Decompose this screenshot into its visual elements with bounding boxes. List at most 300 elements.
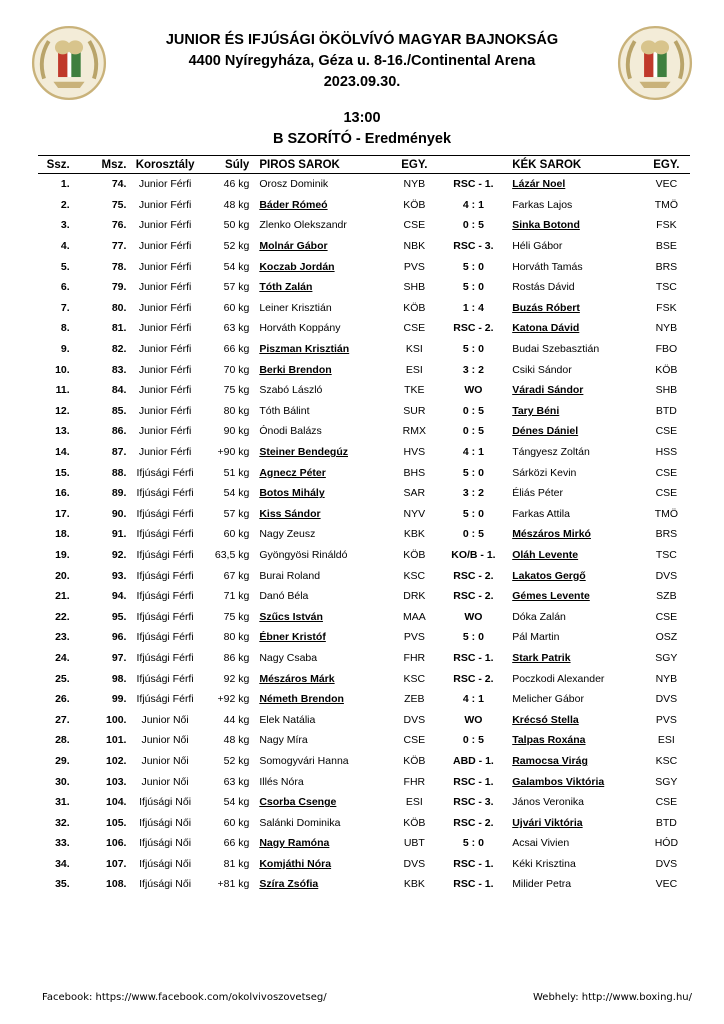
match-number: 104.	[106, 796, 127, 809]
bout-number: 9.	[60, 343, 70, 356]
bout-result: 4 : 1	[462, 198, 484, 211]
weight-class: 71 kg	[223, 590, 250, 603]
bout-result: RSC - 1.	[453, 178, 494, 191]
col-header-suly: Súly	[204, 156, 250, 174]
age-category: Junior Férfi	[138, 363, 192, 376]
bout-result: 4 : 1	[462, 446, 484, 459]
red-corner-name: Somogyvári Hanna	[259, 754, 349, 767]
match-number: 80.	[111, 301, 127, 314]
blue-corner-club: HÓD	[654, 837, 679, 850]
bout-number: 14.	[55, 446, 70, 459]
table-row	[38, 648, 690, 669]
bout-result: ABD - 1.	[453, 754, 494, 767]
bout-number: 8.	[60, 322, 70, 335]
blue-corner-club: SZB	[656, 590, 677, 603]
blue-corner-club: FSK	[656, 219, 677, 232]
bout-number: 21.	[55, 590, 70, 603]
blue-corner-name: Mészáros Mirkó	[512, 528, 591, 541]
blue-corner-name: Stark Patrik	[512, 651, 571, 664]
blue-corner-name: Éliás Péter	[512, 487, 563, 500]
blue-corner-club: BRS	[655, 260, 678, 273]
blue-corner-name: Galambos Viktória	[512, 775, 605, 788]
red-corner-name: Szíra Zsófia	[259, 878, 319, 891]
blue-corner-name: Poczkodi Alexander	[512, 672, 605, 685]
blue-corner-name: János Veronika	[512, 796, 584, 809]
table-row	[38, 421, 690, 442]
blue-corner-name: Farkas Attila	[512, 507, 570, 520]
blue-corner-club: BRS	[655, 528, 678, 541]
red-corner-name: Nagy Csaba	[259, 651, 318, 664]
red-corner-club: HVS	[403, 446, 426, 459]
blue-corner-club: ESI	[657, 734, 675, 747]
red-corner-club: RMX	[402, 425, 427, 438]
red-corner-club: PVS	[403, 260, 425, 273]
red-corner-name: Orosz Dominik	[259, 178, 329, 191]
weight-class: 63 kg	[223, 322, 250, 335]
match-number: 75.	[111, 198, 127, 211]
match-number: 82.	[111, 343, 127, 356]
red-corner-name: Báder Rómeó	[259, 198, 328, 211]
red-corner-club: TKE	[404, 384, 425, 397]
blue-corner-club: PVS	[655, 713, 677, 726]
bout-result: 5 : 0	[462, 507, 484, 520]
blue-corner-club: CSE	[655, 466, 678, 479]
bout-result: RSC - 3.	[453, 796, 494, 809]
red-corner-name: Koczab Jordán	[259, 260, 335, 273]
bout-number: 23.	[55, 631, 70, 644]
red-corner-club: PVS	[403, 631, 425, 644]
blue-corner-club: TMÖ	[654, 507, 679, 520]
red-corner-club: KSI	[405, 343, 423, 356]
bout-number: 2.	[60, 198, 70, 211]
red-corner-club: KBK	[403, 528, 425, 541]
table-row	[38, 668, 690, 689]
table-row	[38, 401, 690, 422]
weight-class: 48 kg	[223, 198, 250, 211]
weight-class: 60 kg	[223, 301, 250, 314]
red-corner-club: DVS	[403, 857, 426, 870]
bout-number: 12.	[55, 404, 70, 417]
age-category: Ifjúsági Férfi	[136, 507, 194, 520]
weight-class: 48 kg	[223, 734, 250, 747]
blue-corner-club: CSE	[655, 610, 678, 623]
red-corner-club: SAR	[403, 487, 426, 500]
age-category: Ifjúsági Férfi	[136, 610, 194, 623]
bout-result: 0 : 5	[462, 404, 484, 417]
match-number: 99.	[111, 693, 127, 706]
weight-class: 75 kg	[223, 610, 250, 623]
bout-result: 3 : 2	[462, 363, 484, 376]
match-number: 103.	[106, 775, 127, 788]
red-corner-club: KÖB	[403, 816, 426, 829]
weight-class: 54 kg	[223, 487, 250, 500]
bout-result: 3 : 2	[462, 487, 484, 500]
blue-corner-club: CSE	[655, 487, 678, 500]
age-category: Junior Női	[141, 775, 189, 788]
weight-class: 63 kg	[223, 775, 250, 788]
blue-corner-name: Csiki Sándor	[512, 363, 572, 376]
bout-result: 5 : 0	[462, 837, 484, 850]
blue-corner-club: SGY	[655, 775, 678, 788]
bout-number: 13.	[55, 425, 70, 438]
bout-result: 5 : 0	[462, 260, 484, 273]
bout-number: 22.	[55, 610, 70, 623]
blue-corner-club: CSE	[655, 425, 678, 438]
age-category: Ifjúsági Férfi	[136, 693, 194, 706]
blue-corner-name: Rostás Dávid	[512, 281, 575, 294]
table-row	[38, 380, 690, 401]
blue-corner-club: DVS	[655, 857, 678, 870]
blue-corner-name: Héli Gábor	[512, 240, 563, 253]
match-number: 106.	[106, 837, 127, 850]
red-corner-name: Ébner Kristóf	[259, 631, 326, 644]
table-row	[38, 545, 690, 566]
red-corner-name: Ónodi Balázs	[259, 425, 322, 438]
col-header-red-club: EGY.	[384, 156, 445, 174]
blue-corner-name: Sinka Botond	[512, 219, 580, 232]
results-body	[38, 174, 690, 895]
facebook-footer-link[interactable]: Facebook: https://www.facebook.com/okolvivoszovetseg/	[42, 992, 327, 1003]
weight-class: 66 kg	[223, 837, 250, 850]
red-corner-name: Nagy Míra	[259, 734, 308, 747]
age-category: Junior Női	[141, 754, 189, 767]
age-category: Ifjúsági Férfi	[136, 651, 194, 664]
col-header-msz: Msz.	[70, 156, 127, 174]
match-number: 81.	[111, 322, 127, 335]
table-row	[38, 606, 690, 627]
red-corner-name: Elek Natália	[259, 713, 316, 726]
bout-result: WO	[464, 384, 483, 397]
blue-corner-name: Lakatos Gergő	[512, 569, 586, 582]
red-corner-name: Molnár Gábor	[259, 240, 328, 253]
age-category: Junior Férfi	[138, 198, 192, 211]
match-number: 88.	[111, 466, 127, 479]
blue-corner-name: Milider Petra	[512, 878, 572, 891]
bout-number: 28.	[55, 734, 70, 747]
blue-corner-club: DVS	[655, 693, 678, 706]
red-corner-club: KÖB	[403, 198, 426, 211]
blue-corner-club: TSC	[655, 281, 677, 294]
age-category: Ifjúsági Férfi	[136, 631, 194, 644]
match-number: 98.	[111, 672, 127, 685]
bout-number: 18.	[55, 528, 70, 541]
table-row	[38, 751, 690, 772]
match-number: 95.	[111, 610, 127, 623]
blue-corner-name: Farkas Lajos	[512, 198, 573, 211]
results-table	[38, 155, 690, 895]
match-number: 74.	[111, 178, 127, 191]
weight-class: 86 kg	[223, 651, 250, 664]
age-category: Junior Férfi	[138, 322, 192, 335]
blue-corner-club: OSZ	[655, 631, 678, 644]
blue-corner-name: Budai Szebasztián	[512, 343, 600, 356]
red-corner-club: DRK	[403, 590, 426, 603]
bout-result: RSC - 1.	[453, 878, 494, 891]
table-row	[38, 359, 690, 380]
blue-corner-club: KSC	[655, 754, 678, 767]
bout-number: 26.	[55, 693, 70, 706]
bout-result: RSC - 1.	[453, 775, 494, 788]
weight-class: 60 kg	[223, 816, 250, 829]
table-row	[38, 195, 690, 216]
bout-result: RSC - 2.	[453, 322, 494, 335]
blue-corner-club: VEC	[655, 878, 678, 891]
venue-address: 4400 Nyíregyháza, Géza u. 8-16./Continental Arena	[188, 53, 536, 69]
table-row	[38, 462, 690, 483]
red-corner-name: Botos Mihály	[259, 487, 325, 500]
red-corner-name: Szabó László	[259, 384, 323, 397]
col-header-ssz: Ssz.	[38, 156, 70, 174]
red-corner-club: MAA	[402, 610, 426, 623]
age-category: Ifjúsági Férfi	[136, 548, 194, 561]
session-time: 13:00	[343, 110, 381, 126]
bout-result: 5 : 0	[462, 631, 484, 644]
red-corner-name: Danó Béla	[259, 590, 309, 603]
blue-corner-name: Lázár Noel	[512, 178, 566, 191]
weight-class: 90 kg	[223, 425, 250, 438]
blue-corner-club: BSE	[655, 240, 677, 253]
bout-result: RSC - 2.	[453, 590, 494, 603]
bout-number: 29.	[55, 754, 70, 767]
blue-corner-name: Váradi Sándor	[512, 384, 584, 397]
table-row	[38, 236, 690, 257]
red-corner-club: UBT	[403, 837, 425, 850]
weight-class: +81 kg	[217, 878, 250, 891]
weight-class: 46 kg	[223, 178, 250, 191]
weight-class: 51 kg	[223, 466, 250, 479]
match-number: 79.	[111, 281, 127, 294]
red-corner-name: Tóth Zalán	[259, 281, 313, 294]
red-corner-name: Tóth Bálint	[259, 404, 310, 417]
red-corner-name: Steiner Bendegúz	[259, 446, 349, 459]
red-corner-name: Piszman Krisztián	[259, 343, 350, 356]
match-number: 105.	[106, 816, 127, 829]
blue-corner-name: Oláh Levente	[512, 548, 579, 561]
bout-result: 5 : 0	[462, 343, 484, 356]
bout-number: 10.	[55, 363, 70, 376]
red-corner-club: KÖB	[403, 301, 426, 314]
table-row	[38, 565, 690, 586]
bout-number: 27.	[55, 713, 70, 726]
red-corner-name: Zlenko Olekszandr	[259, 219, 347, 232]
age-category: Ifjúsági Női	[139, 816, 192, 829]
red-corner-club: FHR	[403, 651, 426, 664]
red-corner-club: KÖB	[403, 548, 426, 561]
age-category: Junior Női	[141, 734, 189, 747]
red-corner-club: ZEB	[404, 693, 425, 706]
match-number: 94.	[111, 590, 127, 603]
bout-number: 32.	[55, 816, 70, 829]
table-row	[38, 689, 690, 710]
table-row	[38, 298, 690, 319]
red-corner-name: Burai Roland	[259, 569, 321, 582]
age-category: Ifjúsági Női	[139, 837, 192, 850]
red-corner-name: Gyöngyösi Rináldó	[259, 548, 348, 561]
age-category: Junior Férfi	[138, 219, 192, 232]
match-number: 87.	[111, 446, 127, 459]
red-corner-name: Nagy Zeusz	[259, 528, 316, 541]
red-corner-club: CSE	[403, 734, 426, 747]
match-number: 77.	[111, 240, 127, 253]
table-row	[38, 174, 690, 195]
bout-result: 0 : 5	[462, 219, 484, 232]
match-number: 85.	[111, 404, 127, 417]
match-number: 84.	[111, 384, 127, 397]
red-corner-club: KÖB	[403, 754, 426, 767]
table-row	[38, 215, 690, 236]
blue-corner-club: SGY	[655, 651, 678, 664]
red-corner-name: Németh Brendon	[259, 693, 344, 706]
blue-corner-club: FSK	[656, 301, 677, 314]
match-number: 100.	[106, 713, 127, 726]
age-category: Ifjúsági Férfi	[136, 590, 194, 603]
age-category: Junior Férfi	[138, 425, 192, 438]
championship-title: JUNIOR ÉS IFJÚSÁGI ÖKÖLVÍVÓ MAGYAR BAJNOKSÁG	[165, 32, 559, 48]
blue-corner-club: KÖB	[655, 363, 678, 376]
event-date: 2023.09.30.	[323, 74, 401, 90]
weight-class: 57 kg	[223, 281, 250, 294]
bout-result: 5 : 0	[462, 281, 484, 294]
red-corner-club: ESI	[405, 363, 423, 376]
page-title: B SZORÍTÓ - Eredmények	[272, 131, 452, 147]
bout-number: 19.	[55, 548, 70, 561]
red-corner-name: Mészáros Márk	[259, 672, 335, 685]
blue-corner-name: Melicher Gábor	[512, 693, 584, 706]
match-number: 92.	[111, 548, 127, 561]
blue-corner-name: Pál Martin	[512, 631, 560, 644]
red-corner-club: CSE	[403, 322, 426, 335]
red-corner-name: Nagy Ramóna	[259, 837, 330, 850]
table-row	[38, 524, 690, 545]
red-corner-name: Agnecz Péter	[259, 466, 326, 479]
red-corner-club: NBK	[403, 240, 426, 253]
red-corner-club: CSE	[403, 219, 426, 232]
table-row	[38, 709, 690, 730]
bout-number: 4.	[60, 240, 70, 253]
bout-number: 6.	[60, 281, 70, 294]
table-row	[38, 442, 690, 463]
table-header-row	[38, 156, 690, 174]
blue-corner-club: SHB	[655, 384, 678, 397]
age-category: Ifjúsági Női	[139, 796, 192, 809]
bout-result: WO	[464, 610, 483, 623]
table-row	[38, 483, 690, 504]
match-number: 83.	[111, 363, 127, 376]
blue-corner-club: VEC	[655, 178, 678, 191]
red-corner-club: BHS	[403, 466, 426, 479]
bout-number: 24.	[55, 651, 70, 664]
bout-number: 7.	[60, 301, 70, 314]
bout-number: 16.	[55, 487, 70, 500]
weight-class: 57 kg	[223, 507, 250, 520]
table-row	[38, 339, 690, 360]
match-number: 86.	[111, 425, 127, 438]
weight-class: 44 kg	[223, 713, 250, 726]
age-category: Junior Női	[141, 713, 189, 726]
weight-class: 60 kg	[223, 528, 250, 541]
bout-result: KO/B - 1.	[451, 548, 496, 561]
bout-result: 0 : 5	[462, 528, 484, 541]
red-corner-club: SUR	[403, 404, 426, 417]
red-corner-club: KSC	[403, 569, 426, 582]
col-header-blue-club: EGY.	[643, 156, 690, 174]
red-corner-name: Szűcs István	[259, 610, 323, 623]
bout-result: 0 : 5	[462, 734, 484, 747]
blue-corner-name: Talpas Roxána	[512, 734, 586, 747]
red-corner-name: Horváth Koppány	[259, 322, 341, 335]
weight-class: 54 kg	[223, 260, 250, 273]
bout-result: RSC - 3.	[453, 240, 494, 253]
document-header	[0, 30, 724, 93]
bout-number: 3.	[60, 219, 70, 232]
age-category: Ifjúsági Női	[139, 878, 192, 891]
blue-corner-club: BTD	[655, 404, 677, 417]
blue-corner-name: Dénes Dániel	[512, 425, 579, 438]
age-category: Junior Férfi	[138, 446, 192, 459]
weight-class: +90 kg	[217, 446, 250, 459]
table-row	[38, 504, 690, 525]
website-footer-link[interactable]: Webhely: http://www.boxing.hu/	[532, 992, 692, 1003]
weight-class: 92 kg	[223, 672, 250, 685]
bout-number: 35.	[55, 878, 70, 891]
weight-class: 70 kg	[223, 363, 250, 376]
blue-corner-name: Horváth Tamás	[512, 260, 583, 273]
age-category: Ifjúsági Férfi	[136, 672, 194, 685]
weight-class: 80 kg	[223, 631, 250, 644]
bout-result: 0 : 5	[462, 425, 484, 438]
bout-result: 1 : 4	[462, 301, 484, 314]
match-number: 91.	[111, 528, 127, 541]
red-corner-name: Leiner Krisztián	[259, 301, 332, 314]
red-corner-name: Kiss Sándor	[259, 507, 321, 520]
bout-number: 20.	[55, 569, 70, 582]
age-category: Junior Férfi	[138, 301, 192, 314]
col-header-korosztaly: Korosztály	[126, 156, 203, 174]
age-category: Ifjúsági Férfi	[136, 528, 194, 541]
red-corner-club: NYB	[403, 178, 426, 191]
table-row	[38, 812, 690, 833]
red-corner-club: KBK	[403, 878, 425, 891]
weight-class: 52 kg	[223, 240, 250, 253]
blue-corner-name: Ramocsa Virág	[512, 754, 588, 767]
red-corner-name: Csorba Csenge	[259, 796, 337, 809]
bout-result: 5 : 0	[462, 466, 484, 479]
weight-class: 80 kg	[223, 404, 250, 417]
age-category: Junior Férfi	[138, 384, 192, 397]
red-corner-name: Salánki Dominika	[259, 816, 341, 829]
blue-corner-name: Acsai Vivien	[512, 837, 570, 850]
age-category: Junior Férfi	[138, 404, 192, 417]
red-corner-club: KSC	[403, 672, 426, 685]
weight-class: +92 kg	[217, 693, 250, 706]
blue-corner-club: NYB	[655, 672, 678, 685]
bout-number: 11.	[55, 384, 70, 397]
table-row	[38, 256, 690, 277]
age-category: Ifjúsági Női	[139, 857, 192, 870]
weight-class: 81 kg	[223, 857, 250, 870]
col-header-red-corner: PIROS SAROK	[249, 156, 384, 174]
age-category: Junior Férfi	[138, 240, 192, 253]
blue-corner-name: Tángyesz Zoltán	[512, 446, 590, 459]
table-row	[38, 771, 690, 792]
table-row	[38, 586, 690, 607]
bout-number: 17.	[55, 507, 70, 520]
blue-corner-club: TMÖ	[654, 198, 679, 211]
match-number: 90.	[111, 507, 127, 520]
weight-class: 50 kg	[223, 219, 250, 232]
match-number: 78.	[111, 260, 127, 273]
age-category: Junior Férfi	[138, 178, 192, 191]
